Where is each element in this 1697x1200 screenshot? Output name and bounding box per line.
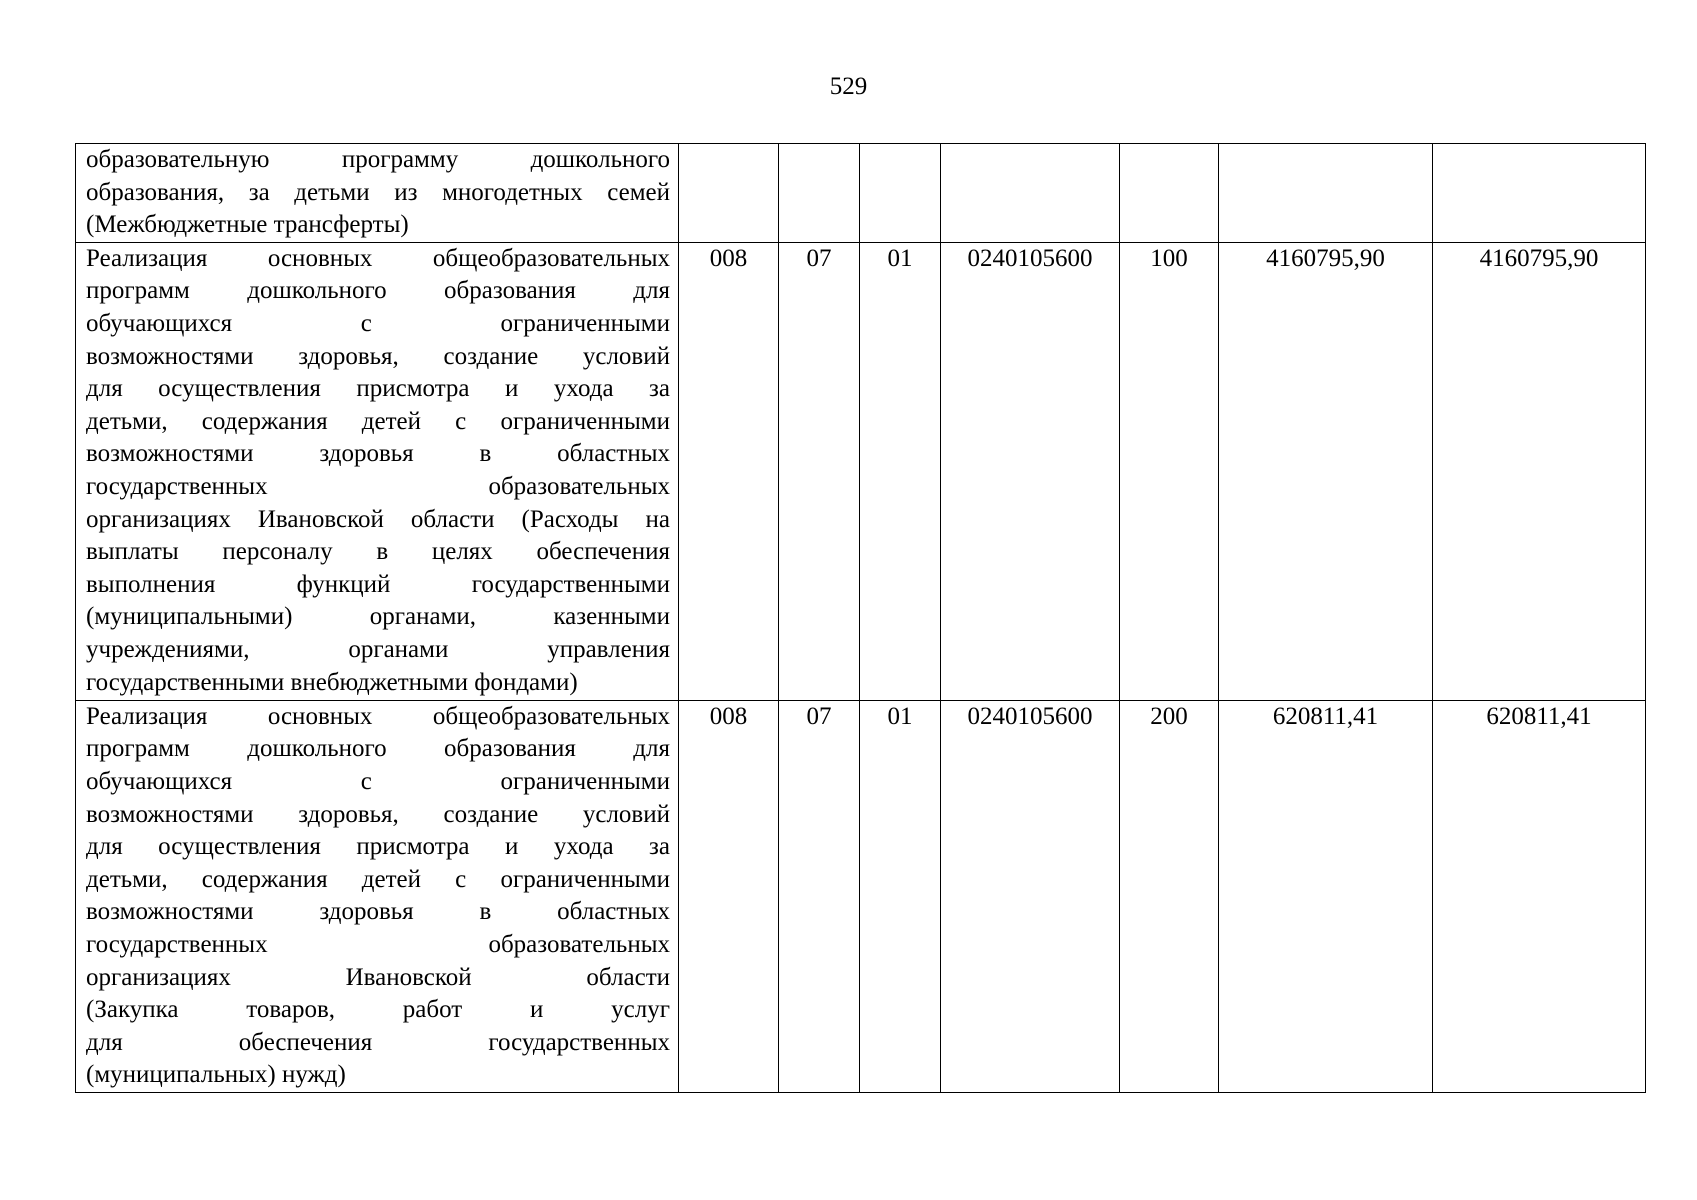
subsection-code-cell: 01 — [860, 700, 941, 1092]
amount-2-cell — [1433, 144, 1646, 243]
amount-2-cell: 620811,41 — [1433, 700, 1646, 1092]
description-line: возможностями здоровья в областных — [86, 440, 670, 468]
subsection-code-cell — [860, 144, 941, 243]
ministry-code-cell — [679, 144, 779, 243]
target-article-cell: 0240105600 — [941, 700, 1120, 1092]
description-line: возможностями здоровья, создание условий — [86, 800, 670, 828]
description-line: организациях Ивановской области — [86, 963, 670, 991]
ministry-code-cell: 008 — [679, 242, 779, 700]
amount-2-cell: 4160795,90 — [1433, 242, 1646, 700]
expense-type-cell: 200 — [1120, 700, 1219, 1092]
subsection-code-cell: 01 — [860, 242, 941, 700]
description-line: (муниципальными) органами, казенными — [86, 603, 670, 631]
page-number: 529 — [829, 73, 868, 100]
description-line: для осуществления присмотра и ухода за — [86, 833, 670, 861]
description-line: выполнения функций государственными — [86, 570, 670, 598]
description-line: выплаты персоналу в целях обеспечения — [86, 538, 670, 566]
description-line: учреждениями, органами управления — [86, 635, 670, 663]
description-line: образовательную программу дошкольного — [86, 146, 670, 173]
table-row — [76, 144, 1646, 243]
description-line: для осуществления присмотра и ухода за — [86, 375, 670, 403]
description-line: детьми, содержания детей с ограниченными — [86, 407, 670, 435]
description-line: (Межбюджетные трансферты) — [86, 211, 409, 239]
description-line: Реализация основных общеобразовательных — [86, 702, 670, 730]
description-cell — [76, 144, 679, 243]
expense-type-cell: 100 — [1120, 242, 1219, 700]
table-row — [76, 242, 1646, 700]
description-line: программ дошкольного образования для — [86, 277, 670, 305]
description-line: для обеспечения государственных — [86, 1028, 670, 1056]
section-code-cell — [779, 144, 860, 243]
description-line: возможностями здоровья в областных — [86, 898, 670, 926]
description-line: организациях Ивановской области (Расходы на — [86, 505, 670, 533]
table-row — [76, 700, 1646, 1092]
description-line: государственных образовательных — [86, 472, 670, 500]
description-line: возможностями здоровья, создание условий — [86, 342, 670, 370]
table-body — [76, 144, 1646, 1093]
description-line: (муниципальных) нужд) — [86, 1061, 346, 1089]
target-article-cell: 0240105600 — [941, 242, 1120, 700]
ministry-code-cell: 008 — [679, 700, 779, 1092]
description-line: (Закупка товаров, работ и услуг — [86, 996, 670, 1024]
amount-1-cell: 620811,41 — [1219, 700, 1433, 1092]
target-article-cell — [941, 144, 1120, 243]
description-cell — [76, 242, 679, 700]
section-code-cell: 07 — [779, 700, 860, 1092]
description-line: государственных образовательных — [86, 930, 670, 958]
description-cell — [76, 700, 679, 1092]
budget-table — [75, 143, 1646, 1093]
expense-type-cell — [1120, 144, 1219, 243]
description-line: Реализация основных общеобразовательных — [86, 244, 670, 272]
description-line: программ дошкольного образования для — [86, 735, 670, 763]
description-line: государственными внебюджетными фондами) — [86, 668, 578, 696]
section-code-cell: 07 — [779, 242, 860, 700]
amount-1-cell: 4160795,90 — [1219, 242, 1433, 700]
amount-1-cell — [1219, 144, 1433, 243]
description-line: обучающихся с ограниченными — [86, 767, 670, 795]
description-line: детьми, содержания детей с ограниченными — [86, 865, 670, 893]
description-line: образования, за детьми из многодетных семей — [86, 178, 670, 206]
description-line: обучающихся с ограниченными — [86, 309, 670, 337]
